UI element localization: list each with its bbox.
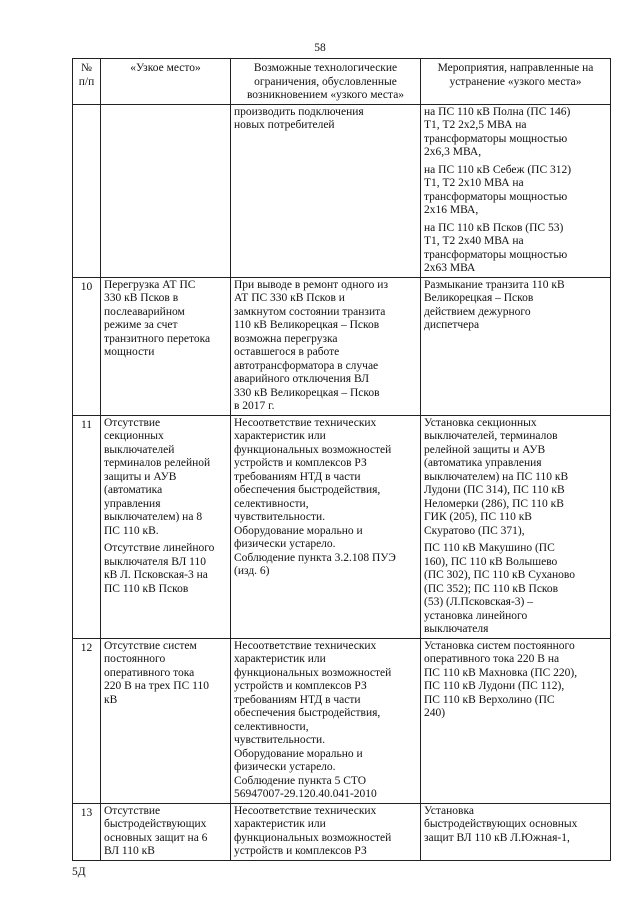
- header-place: «Узкое место»: [101, 59, 231, 105]
- row-limits: Несоответствие технических характеристик или функциональных возможностей устройств и комплексов РЗ: [231, 803, 421, 860]
- measure-text: ПС 110 кВ Макушино (ПС 160), ПС 110 кВ Волышево (ПС 302), ПС 110 кВ Суханово (ПС 352); ПС 110 кВ Псков (53) (Л.Псковская-3) – установка линейного выключателя: [424, 542, 576, 635]
- table-header-row: [73, 59, 611, 105]
- row-num: 11: [73, 415, 101, 638]
- place-text: Отсутствие секционных выключателей терминалов релейной защиты и АУВ (автоматика управления выключателем) на 8 ПС 110 кВ.: [104, 416, 211, 537]
- footer-mark: 5Д: [72, 866, 86, 878]
- row-num: 13: [73, 803, 101, 860]
- row-limits: При выводе в ремонт одного из АТ ПС 330 кВ Псков и замкнутом состоянии транзита 110 кВ Великорецкая – Псков возможна перегрузка оставшегося в работе автотрансформатора в случае аварийного отключения ВЛ 330 кВ Великорецкая – Псков в 2017 г.: [231, 277, 421, 415]
- row-measures: [421, 104, 611, 277]
- measure-text: Установка секционных выключателей, терминалов релейной защиты и АУВ (автоматика управления выключателем) на ПС 110 кВ Лудони (ПС 314), ПС 110 кВ Неломерки (286), ПС 110 кВ ГИК (205), ПС 110 кВ Скуратово (ПС 371),: [424, 416, 569, 537]
- row-place: Перегрузка АТ ПС 330 кВ Псков в послеаварийном режиме за счет транзитного перетока мощности: [101, 277, 231, 415]
- row-measures: [421, 277, 611, 415]
- row-measures: [421, 415, 611, 638]
- row-limits: Несоответствие технических характеристик или функциональных возможностей устройств и комплексов РЗ требованиям НТД в части обеспечения быстродействия, селективности, чувствительности. Оборудование морально и физически устарело. Соблюдение пункта 5 СТО 56947007-29.120.40.041-2010: [231, 638, 421, 803]
- row-limits: Несоответствие технических характеристик или функциональных возможностей устройств и комплексов РЗ требованиям НТД в части обеспечения быстродействия, селективности, чувствительности. Оборудование морально и физически устарело. Соблюдение пункта 3.2.108 ПУЭ (изд. 6): [231, 415, 421, 638]
- measure-text: на ПС 110 кВ Себеж (ПС 312) Т1, Т2 2х10 МВА на трансформаторы мощностью 2х16 МВА,: [424, 163, 572, 216]
- row-measures: [421, 803, 611, 860]
- row-place: [101, 104, 231, 277]
- table-row: [73, 277, 611, 415]
- row-num: 10: [73, 277, 101, 415]
- header-num: № п/п: [73, 59, 101, 105]
- row-place: [101, 415, 231, 638]
- row-measures: [421, 638, 611, 803]
- page-number: 58: [314, 42, 326, 54]
- measure-text: Установка систем постоянного оперативного тока 220 В на ПС 110 кВ Махновка (ПС 220), ПС 110 кВ Лудони (ПС 112), ПС 110 кВ Верхолино (ПС 240): [424, 639, 578, 719]
- measure-text: на ПС 110 кВ Полна (ПС 146) Т1, Т2 2х2,5 МВА на трансформаторы мощностью 2х6,3 МВА,: [424, 105, 571, 158]
- table-row: [73, 104, 611, 277]
- header-limits: Возможные технологические ограничения, обусловленные возникновением «узкого места»: [231, 59, 421, 105]
- row-limits: производить подключения новых потребителей: [231, 104, 421, 277]
- table-row: [73, 803, 611, 860]
- row-place: Отсутствие быстродействующих основных защит на 6 ВЛ 110 кВ: [101, 803, 231, 860]
- row-num: [73, 104, 101, 277]
- measure-text: Размыкание транзита 110 кВ Великорецкая – Псков действием дежурного диспетчера: [424, 278, 565, 331]
- row-num: 12: [73, 638, 101, 803]
- table-row: [73, 415, 611, 638]
- measure-text: Установка быстродействующих основных защит ВЛ 110 кВ Л.Южная-1,: [424, 804, 578, 844]
- bottlenecks-table: [72, 58, 611, 861]
- row-place: Отсутствие систем постоянного оперативного тока 220 В на трех ПС 110 кВ: [101, 638, 231, 803]
- place-text: Отсутствие линейного выключателя ВЛ 110 кВ Л. Псковская-3 на ПС 110 кВ Псков: [104, 542, 215, 595]
- table-row: [73, 638, 611, 803]
- measure-text: на ПС 110 кВ Псков (ПС 53) Т1, Т2 2х40 МВА на трансформаторы мощностью 2х63 МВА: [424, 221, 568, 274]
- header-measures: Мероприятия, направленные на устранение «узкого места»: [421, 59, 611, 105]
